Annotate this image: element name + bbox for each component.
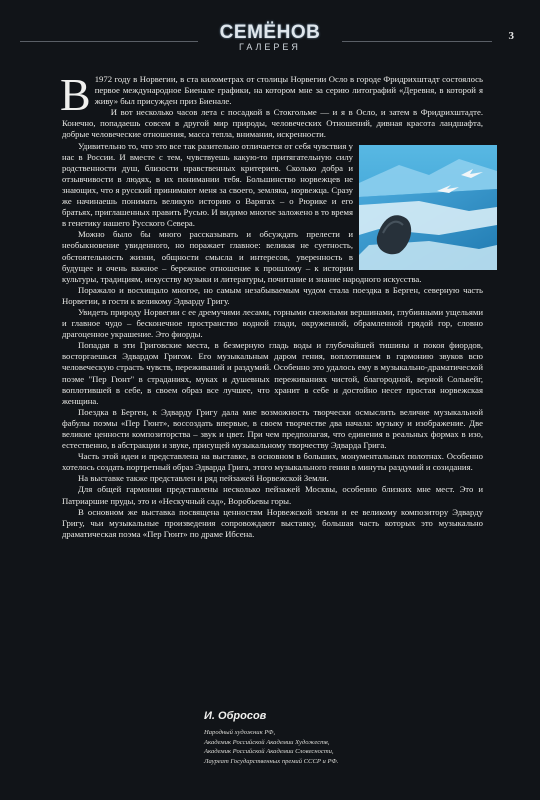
article-paragraph: Увидеть природу Норвегии с ее дремучими лесами, горными снежными вершинами, глубинными ущельями и главное чудо – бесконечное пространство водной глади, окруженной, обрамленной грядой гор, словно драгоценное украшение. Это фиорды.	[62, 306, 483, 340]
logo-main-text: СЕМЁНОВ	[219, 22, 321, 43]
gallery-logo	[205, 24, 335, 52]
author-name: И. Обросов	[204, 710, 267, 722]
article-paragraph: В основном же выставка посвящена ценностям Норвежской земли и ее великому композитору Эдварду Григу, чьи музыкальные произведения сопровождают выставку, большая часть которых это музыкально драматическая поэма «Пер Гюнт» по драме Ибсена.	[62, 506, 483, 539]
author-title: Лауреат Государственных премий СССР и РФ.	[204, 757, 339, 765]
article-body	[60, 69, 483, 540]
article-paragraph: Для общей гармонии представлены несколько пейзажей Москвы, особенно близких мне мест. Это и Патриаршие пруды, это и «Нескучный сад», Воробьевы горы.	[62, 484, 483, 506]
article-paragraph: Попадая в эти Григовские места, в безмерную гладь воды и глубочайшей тишины и покоя фиордов, восторгаешься Эдвардом Григом. Его музыкальным даром гения, воплотившем в гармонию звуков всю человеческую страсть чувств, переживаний и раздумий. Особенно это удалось ему в музыкально-драматической поэме "Пер Гюнт" в страданиях, муках и душевных переживаниях чистой, благородной, верной Сольвейг, воплотившей в себе, в своем образ все лучшее, что хранит в себе и достойно несет простая норвежская женщина.	[62, 340, 483, 406]
page-number: 3	[508, 30, 514, 42]
fjord-painting-illustration	[359, 145, 497, 270]
drop-cap: В	[60, 69, 91, 120]
logo-sub-text: ГАЛЕРЕЯ	[239, 42, 301, 52]
article-paragraph: Удивительно то, что это все так разительно отличается от себя чувствия у нас в России. И вместе с тем, чувствуешь какую-то притягательную силу родственности душ, близости нравственных критериев. Сколько добра и отзывчивости в людях, в их понимании тебя. Большинство норвежцев не знающих, что я русский принимают меня за своего, земляка, норвежца. Сразу же начинаешь понимать великую историю о Варягах – о Рюрике и его братьях, приглашенных править Русью. И видимо многое заложено в то время в генетику нашего Русского Севера.	[62, 140, 353, 229]
author-title: Академик Российской Академии Художеств,	[204, 738, 330, 746]
author-signature	[204, 710, 484, 766]
article-paragraph: Поражало и восхищало многое, но самым незабываемым чудом стала поездка в Берген, северную часть Норвегии, в гости к великому Эдварду Григу.	[62, 284, 483, 306]
article-paragraph: 1972 году в Норвегии, в ста километрах от столицы Норвегии Осло в городе Фридрихштадт состоялось первое международное Биенале графики, на котором мне за серию литографий «Деревня, в которой я живу» был присужден приз Биенале.	[94, 74, 483, 107]
article-paragraph: Можно было бы много рассказывать и обсуждать прелести и необыкновение увиденного, но поражает главное: великая не суетность, обстоятельность жизни, общности смысла и интересов, уверенность в будущее и очень важное – бережное отношение к прошлому – к истории культуры, традициям, искусству музыки и литературы, почитание и знание народного искусства.	[62, 229, 422, 284]
article-paragraph: На выставке также представлен и ряд пейзажей Норвежской Земли.	[78, 473, 329, 484]
author-title: Академик Российской Академии Словесности,	[204, 748, 334, 756]
author-title: Народный художник РФ,	[204, 729, 276, 736]
article-paragraph: Часть этой идеи и представлена на выставке, в основном в больших, монументальных полотнах. Особенно хотелось создать портретный образ Эдварда Грига, этого музыкального гения в минуты раздумий и созидания.	[62, 451, 483, 473]
article-paragraph: И вот несколько часов лета с посадкой в Стокгольме — и я в Осло, и затем в Фридрихштадте. Конечно, попадаешь совсем в другой мир природы, человеческих Отношений, дивная красота ландшафта, добрые человеческие отношения, масса тепла, внимания, искренности.	[62, 107, 483, 140]
header-rule-left	[20, 41, 198, 42]
article-paragraph: Поездка в Берген, к Эдварду Григу дала мне возможность творчески осмыслить величие музыкальной фабулы поэмы «Пер Гюнт», воссоздать впервые, в своем творчестве два начала: музыку и изображение. Две великие ценности композиторства – звук и цвет. При чем предполагая, что единения в реальных формах в изо, естественно, в абстракции и звуке, присущей музыкальному творчеству Эдварда Грига.	[62, 406, 483, 451]
header-rule-right	[342, 41, 492, 42]
